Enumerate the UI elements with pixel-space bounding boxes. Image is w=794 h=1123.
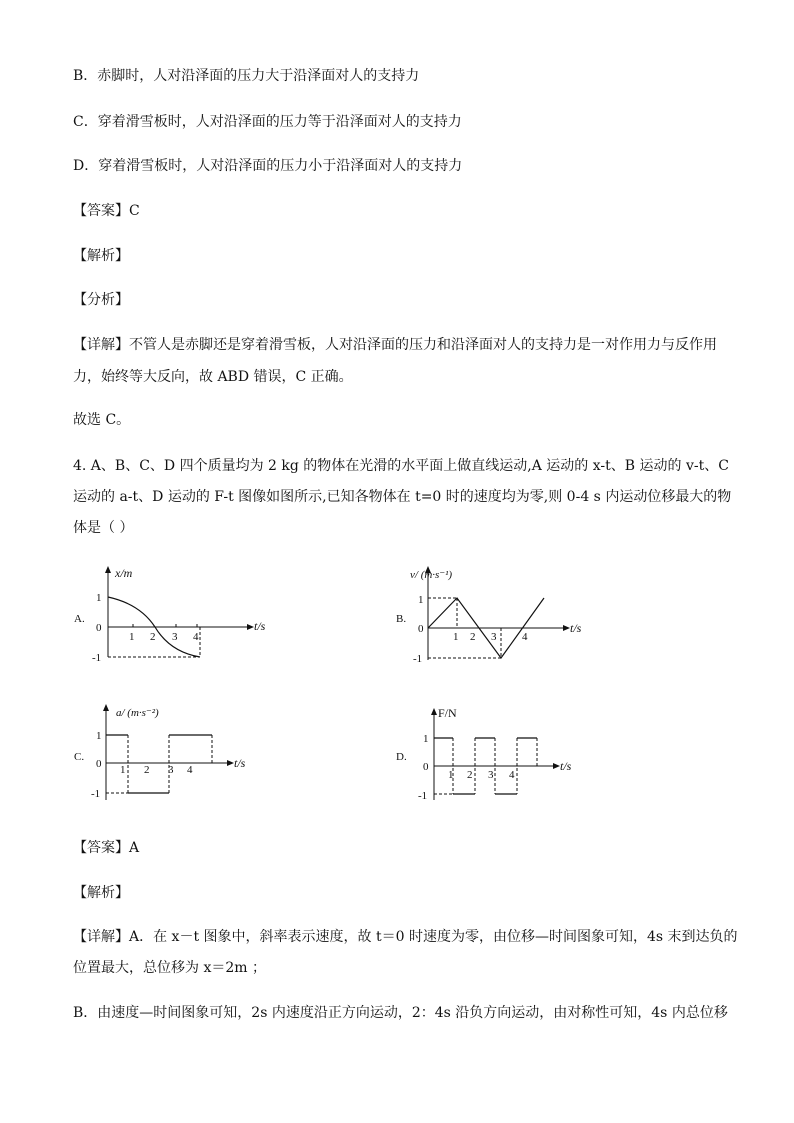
- graph-c-x-label: t/s: [234, 756, 246, 770]
- graph-a-ytick-0: 0: [96, 622, 102, 634]
- graph-c-ytick-1: 1: [96, 730, 102, 742]
- question4-line2: 运动的 a-t、D 运动的 F-t 图像如图所示,已知各物体在 t=0 时的速度均为零,则 0-4 s 内运动位移最大的物: [73, 489, 732, 505]
- graph-b-xtick-1: 1: [453, 631, 459, 643]
- graph-a-x-label: t/s: [254, 619, 266, 633]
- graph-d-ytick-1: 1: [423, 733, 429, 745]
- analysis-heading-q4: 【解析】: [73, 885, 129, 901]
- graph-b: [396, 562, 616, 676]
- graph-a-x-arrow: [247, 624, 254, 630]
- graph-d-y-arrow: [431, 708, 437, 715]
- answer-q4: 【答案】A: [73, 840, 140, 856]
- graph-c-x-arrow: [227, 760, 234, 766]
- detail-q3-line2: 力，始终等大反向，故 ABD 错误，C 正确。: [73, 369, 353, 385]
- graph-b-y-label: v/ (m·s⁻¹): [410, 569, 453, 581]
- graph-d-ytick-neg1: -1: [418, 790, 428, 802]
- graph-a-ytick-neg1: -1: [92, 652, 102, 664]
- graph-a-xtick-3: 3: [172, 631, 178, 643]
- analysis-sub-heading-q3: 【分析】: [73, 292, 129, 308]
- detail-q4-line3: B．由速度—时间图象可知，2s 内速度沿正方向运动，2：4s 沿负方向运动，由对称性可知，4s 内总位移: [73, 1005, 728, 1021]
- graph-d-xtick-1: 1: [448, 769, 454, 781]
- answer-q3: 【答案】C: [73, 203, 140, 219]
- graph-b-xtick-4: 4: [522, 631, 528, 643]
- question4-line1: 4. A、B、C、D 四个质量均为 2 kg 的物体在光滑的水平面上做直线运动,A 运动的 x-t、B 运动的 v-t、C: [73, 458, 729, 474]
- graph-b-ytick-1: 1: [418, 594, 424, 606]
- graph-d-x-arrow: [553, 763, 560, 769]
- graph-c-y-arrow: [103, 704, 109, 711]
- detail-q3-line1: 【详解】不管人是赤脚还是穿着滑雪板，人对沿泽面的压力和沿泽面对人的支持力是一对作用力与反作用: [73, 337, 717, 353]
- graph-a-y-label: x/m: [115, 566, 133, 580]
- analysis-heading-q3: 【解析】: [73, 248, 129, 264]
- graph-d-xtick-3: 3: [488, 769, 494, 781]
- graph-d-ytick-0: 0: [423, 761, 429, 773]
- graph-d-xtick-4: 4: [509, 769, 515, 781]
- conclusion-q3: 故选 C。: [73, 412, 131, 428]
- graph-c-xtick-2: 2: [144, 764, 150, 776]
- graph-c-ytick-neg1: -1: [91, 788, 101, 800]
- graph-a-xtick-4: 4: [193, 631, 199, 643]
- graph-c-ytick-0: 0: [96, 758, 102, 770]
- option-c-text: C．穿着滑雪板时，人对沿泽面的压力等于沿泽面对人的支持力: [73, 114, 462, 130]
- graph-b-option-label: B.: [396, 613, 407, 625]
- graph-d-x-label: t/s: [560, 759, 572, 773]
- graph-b-x-arrow: [563, 625, 570, 631]
- graph-b-ytick-0: 0: [418, 623, 424, 635]
- graph-b-xtick-3: 3: [491, 631, 497, 643]
- option-d-text: D．穿着滑雪板时，人对沿泽面的压力小于沿泽面对人的支持力: [73, 158, 463, 174]
- question4-line3: 体是（ ）: [73, 520, 134, 536]
- graph-a: [70, 562, 290, 676]
- graph-c: [70, 700, 290, 814]
- graph-c-xtick-1: 1: [120, 764, 126, 776]
- graph-d-y-label: F/N: [438, 706, 457, 720]
- graph-b-x-label: t/s: [570, 621, 582, 635]
- graph-a-xtick-2: 2: [150, 631, 156, 643]
- graph-b-ytick-neg1: -1: [413, 653, 423, 665]
- graph-a-ytick-1: 1: [96, 592, 102, 604]
- detail-q4-line1: 【详解】A．在 x－t 图象中，斜率表示速度，故 t＝0 时速度为零，由位移—时间图象可知，4s 末到达负的: [73, 929, 738, 945]
- detail-q4-line2: 位置最大，总位移为 x＝2m ；: [73, 960, 266, 976]
- graph-d-option-label: D.: [396, 751, 407, 763]
- graph-c-y-label: a/ (m·s⁻²): [116, 707, 159, 719]
- graph-c-xtick-4: 4: [187, 764, 193, 776]
- graph-a-xtick-1: 1: [129, 631, 135, 643]
- graph-d: [396, 700, 616, 814]
- option-b-text: B．赤脚时，人对沿泽面的压力大于沿泽面对人的支持力: [73, 68, 420, 84]
- graph-c-option-label: C.: [74, 751, 85, 763]
- graph-a-y-arrow: [105, 566, 111, 573]
- graph-d-xtick-2: 2: [467, 769, 473, 781]
- graph-c-xtick-3: 3: [168, 764, 174, 776]
- graph-a-option-label: A.: [74, 613, 85, 625]
- graph-b-xtick-2: 2: [470, 631, 476, 643]
